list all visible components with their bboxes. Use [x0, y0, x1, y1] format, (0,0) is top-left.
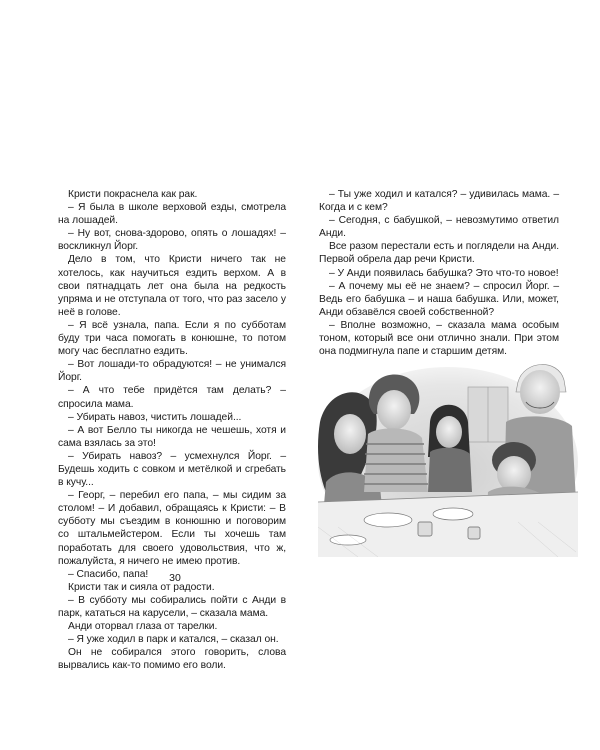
paragraph: – Убирать навоз? – усмехнулся Йорг. – Будешь ходить с совком и метёлкой и сгребать в кучу...	[58, 450, 286, 489]
right-text-column	[319, 188, 559, 358]
paragraph: – А что тебе придётся там делать? – спросила мама.	[58, 385, 286, 410]
paragraph: – В субботу мы собирались пойти с Анди в парк, кататься на карусели, – сказала мама.	[58, 594, 286, 619]
paragraph: – Я уже ходил в парк и катался, – сказал он.	[68, 634, 279, 646]
paragraph: Он не собирался этого говорить, слова вырвались как-то помимо его воли.	[58, 647, 286, 672]
left-text-column	[58, 188, 286, 672]
paragraph: Кристи так и сияла от радости.	[68, 581, 215, 593]
paragraph: – Сегодня, с бабушкой, – невозмутимо ответил Анди.	[319, 215, 559, 240]
paragraph: – Вот лошади-то обрадуются! – не унимался Йорг.	[58, 359, 286, 384]
paragraph: – У Анди появилась бабушка? Это что-то новое!	[329, 267, 559, 279]
paragraph: Все разом перестали есть и поглядели на Анди. Первой обрела дар речи Кристи.	[319, 241, 559, 266]
paragraph: – Спасибо, папа!	[68, 568, 149, 580]
paragraph: – Я всё узнала, папа. Если я по субботам буду три часа помогать в конюшне, то потом могу час бесплатно ездить.	[58, 319, 286, 358]
page-number: 30	[169, 572, 181, 584]
paragraph: Кристи покраснела как рак.	[68, 189, 198, 200]
paragraph: – Георг, – перебил его папа, – мы сидим за столом! – И добавил, обращаясь к Кристи: – В субботу мы съездим в конюшню и поговорим со штальмейстером. Если ты хочешь там поработать для своего удовольствия, что ж, пожалуйста, я ничего не имею против.	[58, 490, 286, 567]
paragraph: – Я была в школе верховой езды, смотрела на лошадей.	[58, 202, 286, 227]
paragraph: – Вполне возможно, – сказала мама особым тоном, который все они отлично знали. При этом она подмигнула папе и старшим детям.	[319, 319, 559, 358]
paragraph: – А вот Белло ты никогда не чешешь, хотя и сама взялась за это!	[58, 424, 286, 449]
family-dinner-illustration	[318, 352, 578, 557]
paragraph: – А почему мы её не знаем? – спросил Йорг. – Ведь его бабушка – и наша бабушка. Или, может, Анди обзавёлся своей собственной?	[319, 280, 559, 318]
paragraph: – Ну вот, снова-здорово, опять о лошадях! – воскликнул Йорг.	[58, 228, 286, 253]
paragraph: Анди оторвал глаза от тарелки.	[68, 621, 218, 633]
paragraph: – Убирать навоз, чистить лошадей...	[68, 411, 242, 423]
paragraph: Дело в том, что Кристи ничего так не хотелось, как научиться ездить верхом. А в свои пятнадцать лет она была на редкость упряма и не отступала от того, что раз засело у неё в голове.	[58, 254, 286, 318]
paragraph: – Ты уже ходил и катался? – удивилась мама. – Когда и с кем?	[319, 189, 559, 214]
